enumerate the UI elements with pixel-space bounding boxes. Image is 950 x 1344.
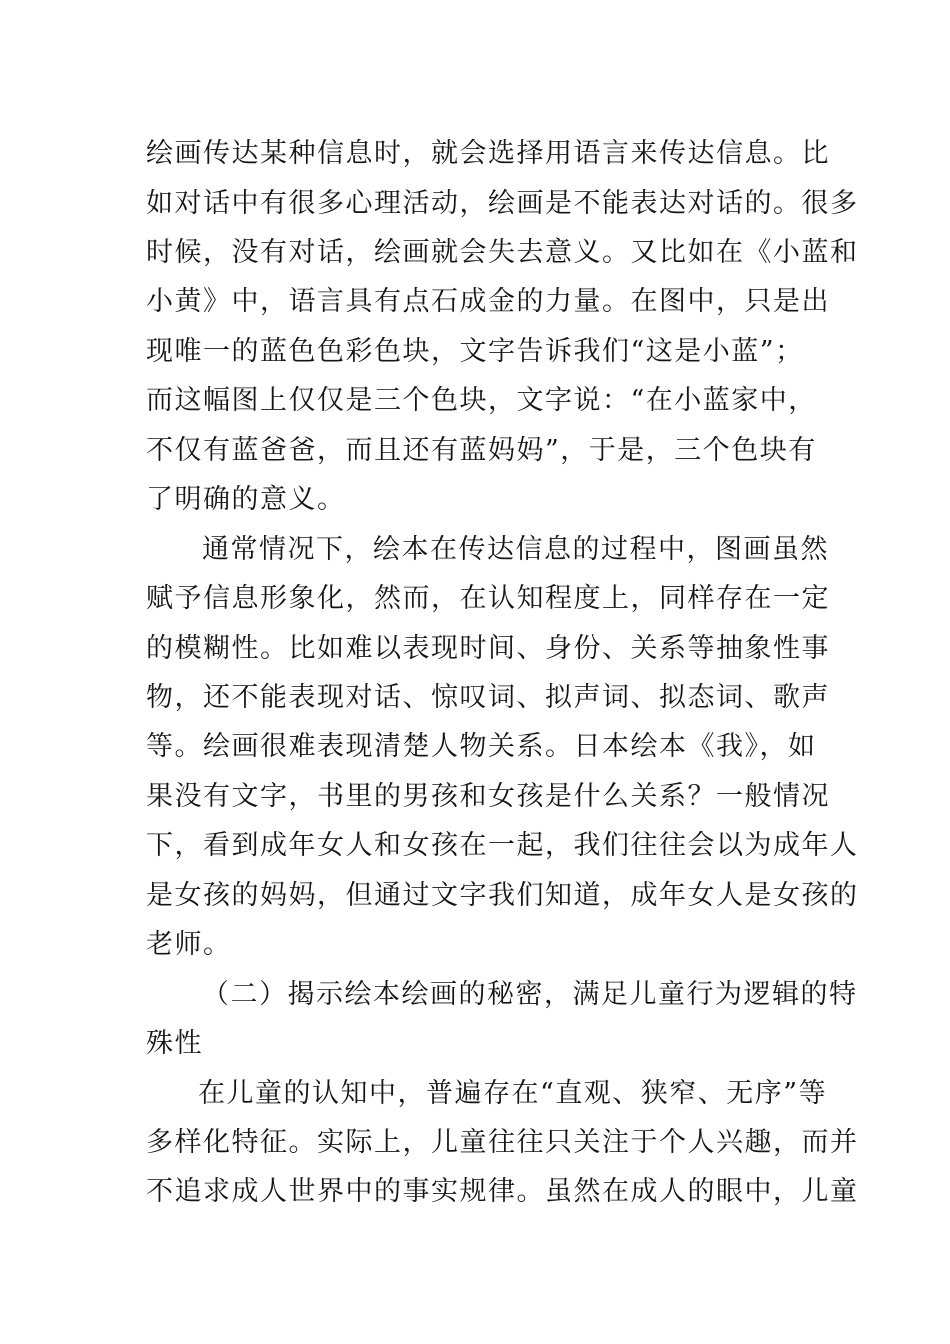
text-line: 绘画传达某种信息时，就会选择用语言来传达信息。比 <box>146 138 830 169</box>
text-line: 果没有文字，书里的男孩和女孩是什么关系？一般情况 <box>146 781 830 812</box>
text-line: 而这幅图上仅仅是三个色块，文字说：“在小蓝家中， <box>146 385 817 416</box>
text-line: 的模糊性。比如难以表现时间、身份、关系等抽象性事 <box>146 633 830 664</box>
text-line: 下，看到成年女人和女孩在一起，我们往往会以为成年人 <box>146 830 859 861</box>
section-heading: （二）揭示绘本绘画的秘密，满足儿童行为逻辑的特 <box>202 979 858 1010</box>
text-line: 在儿童的认知中，普遍存在“直观、狭窄、无序”等 <box>198 1078 828 1109</box>
text-line: 是女孩的妈妈，但通过文字我们知道，成年女人是女孩的 <box>146 880 859 911</box>
text-line: 不追求成人世界中的事实规律。虽然在成人的眼中，儿童 <box>146 1176 859 1207</box>
text-line: 物，还不能表现对话、惊叹词、拟声词、拟态词、歌声 <box>146 682 830 713</box>
section-heading: 殊性 <box>146 1028 203 1059</box>
text-line: 时候，没有对话，绘画就会失去意义。又比如在《小蓝和 <box>146 237 859 268</box>
text-line: 多样化特征。实际上，儿童往往只关注于个人兴趣，而并 <box>146 1127 859 1158</box>
text-line: 了明确的意义。 <box>146 484 346 515</box>
text-line: 现唯一的蓝色色彩色块，文字告诉我们“这是小蓝”； <box>146 336 804 367</box>
text-line: 老师。 <box>146 929 232 960</box>
text-line: 通常情况下，绘本在传达信息的过程中，图画虽然 <box>202 534 829 565</box>
text-line: 小黄》中，语言具有点石成金的力量。在图中，只是出 <box>146 286 830 317</box>
text-line: 赋予信息形象化，然而，在认知程度上，同样存在一定 <box>146 583 830 614</box>
text-line: 如对话中有很多心理活动，绘画是不能表达对话的。很多 <box>146 188 859 219</box>
text-line: 不仅有蓝爸爸，而且还有蓝妈妈”，于是，三个色块有 <box>146 435 817 466</box>
text-line: 等。绘画很难表现清楚人物关系。日本绘本《我》，如 <box>146 731 817 762</box>
